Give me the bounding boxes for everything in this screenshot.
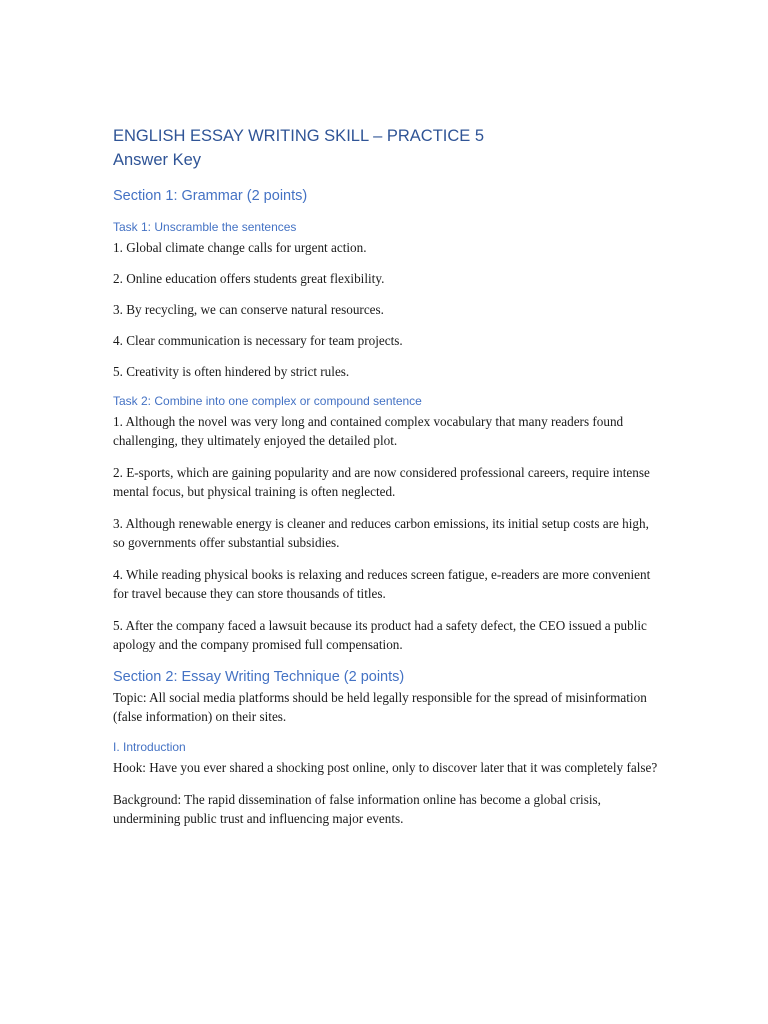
task-1-item: 4. Clear communication is necessary for team projects. bbox=[113, 333, 403, 348]
introduction-hook: Hook: Have you ever shared a shocking post online, only to discover later that it was completely false? bbox=[113, 760, 658, 775]
task-1-item: 2. Online education offers students great flexibility. bbox=[113, 271, 385, 286]
task-2-heading: Task 2: Combine into one complex or compound sentence bbox=[113, 394, 422, 408]
document-page bbox=[113, 124, 658, 841]
introduction-heading: I. Introduction bbox=[113, 740, 186, 754]
task-1-heading: Task 1: Unscramble the sentences bbox=[113, 220, 297, 234]
introduction-background: Background: The rapid dissemination of false information online has become a global crisis, undermining public trust and influencing major events. bbox=[113, 792, 601, 826]
task-1-item: 3. By recycling, we can conserve natural resources. bbox=[113, 302, 384, 317]
essay-topic: Topic: All social media platforms should be held legally responsible for the spread of misinformation (false information) on their sites. bbox=[113, 690, 647, 724]
task-2-item: 3. Although renewable energy is cleaner and reduces carbon emissions, its initial setup costs are high, so governments offer substantial subsidies. bbox=[113, 516, 649, 550]
section-1-heading: Section 1: Grammar (2 points) bbox=[113, 188, 308, 204]
document-title: ENGLISH ESSAY WRITING SKILL – PRACTICE 5 bbox=[113, 127, 485, 145]
task-1-item: 1. Global climate change calls for urgent action. bbox=[113, 240, 367, 255]
task-2-item: 5. After the company faced a lawsuit because its product had a safety defect, the CEO issued a public apology and the company promised full compensation. bbox=[113, 618, 647, 652]
task-2-item: 1. Although the novel was very long and contained complex vocabulary that many readers found challenging, they ultimately enjoyed the detailed plot. bbox=[113, 414, 624, 448]
section-2-heading: Section 2: Essay Writing Technique (2 points) bbox=[113, 669, 405, 685]
task-2-item: 2. E-sports, which are gaining popularity and are now considered professional careers, require intense mental focus, but physical training is often neglected. bbox=[113, 465, 650, 499]
task-2-item: 4. While reading physical books is relaxing and reduces screen fatigue, e-readers are more convenient for travel because they can store thousands of titles. bbox=[113, 567, 651, 601]
task-1-item: 5. Creativity is often hindered by strict rules. bbox=[113, 364, 350, 379]
document-subtitle: Answer Key bbox=[113, 151, 202, 169]
